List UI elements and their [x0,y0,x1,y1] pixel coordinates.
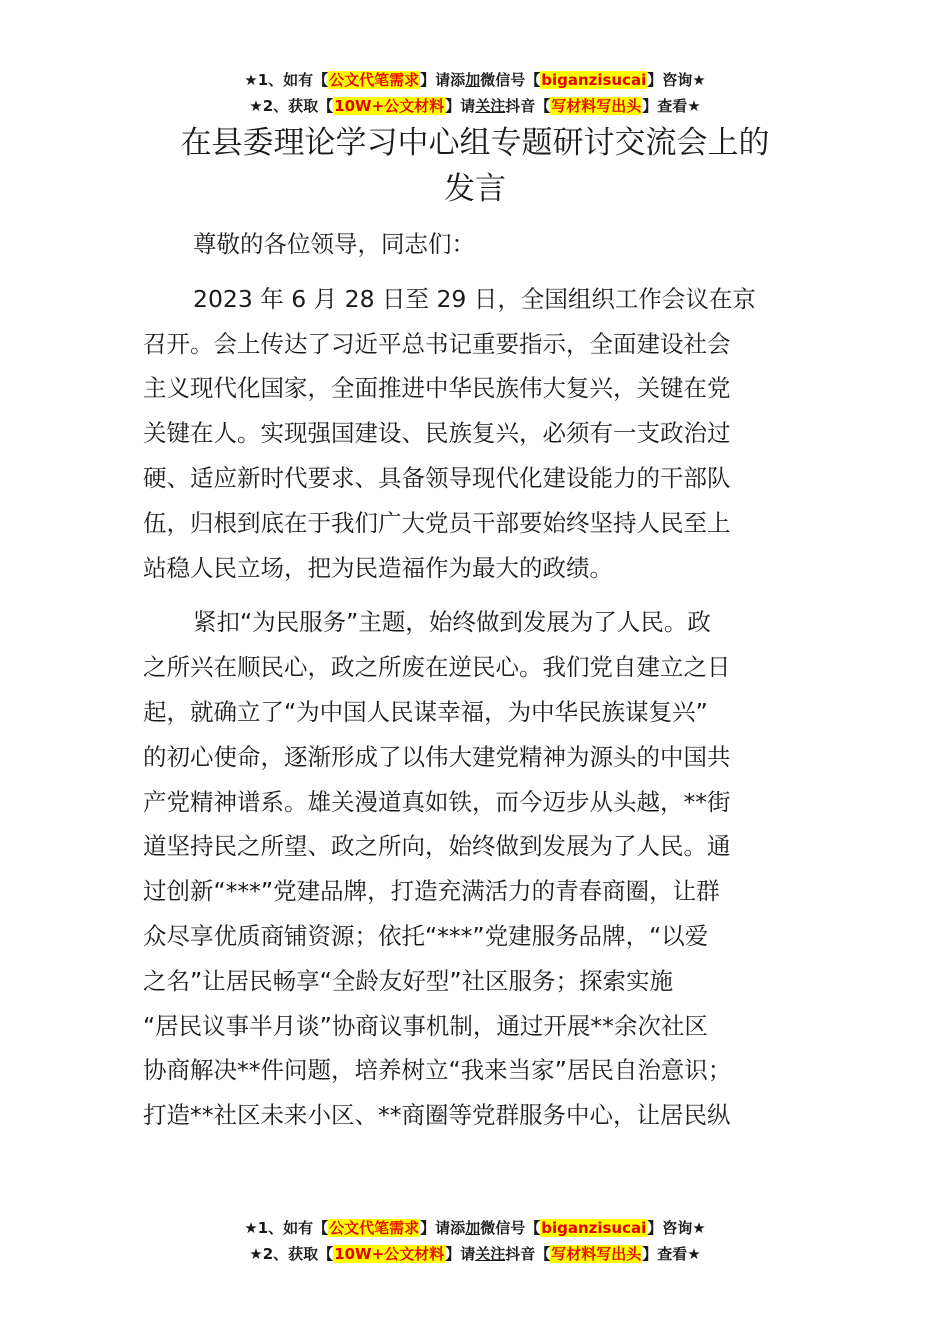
banner-underline: 加 [465,1219,481,1237]
paragraph-line: 协商解决**件问题，培养树立“我来当家”居民自治意识； [143,1056,732,1085]
banner-text: 】查看★ [642,97,701,115]
paragraph-line: 之名”让居民畅享“全龄友好型”社区服务；探索实施 [143,966,674,995]
banner-text: 】咨询★ [647,71,706,89]
banner-line-1 [0,67,950,93]
paragraph-line: 道坚持民之所望、政之所向，始终做到发展为了人民。通 [143,832,731,861]
banner-text: 】请 [445,97,476,115]
banner-highlight: biganzisucai [541,1219,647,1237]
banner-text: 】请 [445,1245,476,1263]
banner-text: 微信号【 [480,1219,541,1237]
paragraph-line: 众尽享优质商铺资源；依托“***”党建服务品牌，“以爱 [143,921,709,950]
banner-line-2 [0,93,950,119]
banner-highlight: biganzisucai [541,71,647,89]
banner-highlight: 写材料写出头 [551,97,642,115]
paragraph-line: 过创新“***”党建品牌，打造充满活力的青春商圈，让群 [143,877,720,906]
title-line-2: 发言 [444,171,506,207]
paragraph-line: 主义现代化国家，全面推进中华民族伟大复兴，关键在党 [143,374,731,403]
banner-text: ★2、获取【 [249,97,334,115]
banner-text: 抖音【 [505,97,551,115]
header-banner [0,67,950,119]
banner-text: 抖音【 [505,1245,551,1263]
banner-text: 】查看★ [642,1245,701,1263]
paragraph-line: 之所兴在顺民心，政之所废在逆民心。我们党自建立之日 [143,653,731,682]
paragraph-line: 产党精神谱系。雄关漫道真如铁，而今迈步从头越，**街 [143,787,731,816]
banner-underline: 加 [465,71,481,89]
paragraph-line: 伍，归根到底在于我们广大党员干部要始终坚持人民至上 [143,508,731,537]
banner-highlight: 写材料写出头 [551,1245,642,1263]
paragraph-line: 站稳人民立场，把为民造福作为最大的政绩。 [143,553,613,582]
paragraph-line: “居民议事半月谈”协商议事机制，通过开展**余次社区 [143,1011,708,1040]
banner-highlight: 公文代笔需求 [329,71,420,89]
banner-highlight: 10W+公文材料 [334,1245,445,1263]
banner-text: 】请添 [420,1219,466,1237]
banner-text: ★1、如有【 [244,71,329,89]
banner-underline: 关注 [475,1245,506,1263]
banner-text: 微信号【 [480,71,541,89]
paragraph-line: 关键在人。实现强国建设、民族复兴，必须有一支政治过 [143,419,731,448]
paragraph-line: 2023 年 6 月 28 日至 29 日，全国组织工作会议在京 [193,284,756,313]
document-body [143,222,815,1138]
paragraph-line: 硬、适应新时代要求、具备领导现代化建设能力的干部队 [143,463,731,492]
paragraph-1 [143,277,815,591]
paragraph-line: 召开。会上传达了习近平总书记重要指示，全面建设社会 [143,329,731,358]
banner-underline: 关注 [475,97,506,115]
banner-text: 】请添 [420,71,466,89]
paragraph-line: 打造**社区未来小区、**商圈等党群服务中心，让居民纵 [143,1101,731,1130]
salutation: 尊敬的各位领导，同志们： [193,230,475,258]
banner-text: ★1、如有【 [244,1219,329,1237]
banner-text: ★2、获取【 [249,1245,334,1263]
title-line-1: 在县委理论学习中心组专题研讨交流会上的 [180,125,770,161]
banner-line-2 [0,1241,950,1267]
banner-highlight: 公文代笔需求 [329,1219,420,1237]
document-title [0,120,950,212]
banner-text: 】咨询★ [647,1219,706,1237]
paragraph-line: 的初心使命，逐渐形成了以伟大建党精神为源头的中国共 [143,742,731,771]
paragraph-line: 紧扣“为民服务”主题，始终做到发展为了人民。政 [193,608,711,637]
banner-highlight: 10W+公文材料 [334,97,445,115]
paragraph-2 [143,600,815,1138]
paragraph-line: 起，就确立了“为中国人民谋幸福，为中华民族谋复兴” [143,697,708,726]
banner-line-1 [0,1215,950,1241]
footer-banner [0,1215,950,1267]
